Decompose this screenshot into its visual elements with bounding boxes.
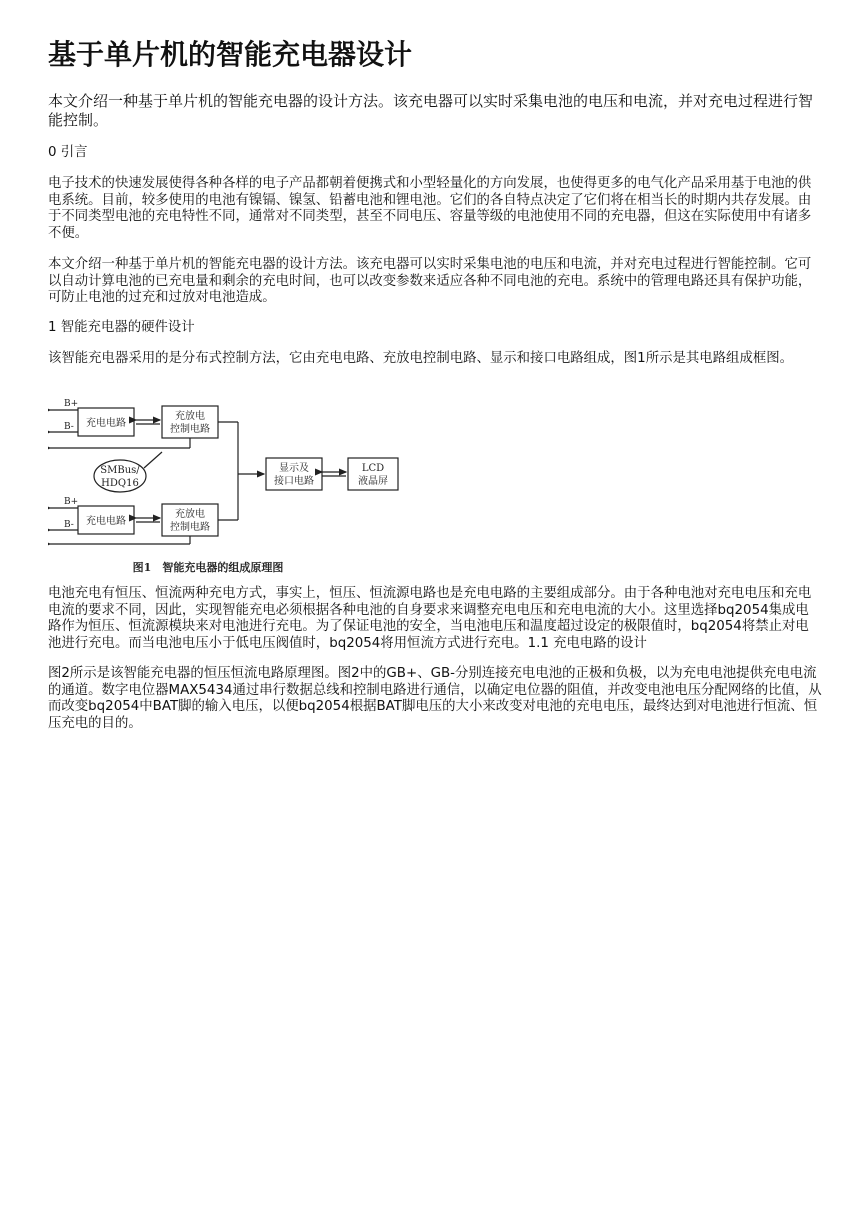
section-heading-intro: 0 引言 <box>48 145 88 160</box>
display-label-1: 显示及 <box>279 463 309 474</box>
display-label-2: 接口电路 <box>274 476 314 487</box>
control-label-bottom-2: 控制电路 <box>170 522 210 533</box>
paragraph: 电子技术的快速发展使得各种各样的电子产品都朝着便携式和小型轻量化的方向发展，也使得更多的电气化产品采用基于电池的供电系统。目前，较多使用的电池有镍镉、镍氢、铅蓄电池和锂电池。它们的各自特点决定了它们将在相当长的时期内共存发展。由于不同类型电池的充电特性不同，通常对不同类型，甚至不同电压、容量等级的电池使用不同的充电器，但这在实际使用中有诸多不便。 <box>48 176 812 241</box>
lcd-label-2: 液晶屏 <box>358 476 388 487</box>
section-heading-hardware: 1 智能充电器的硬件设计 <box>48 320 195 335</box>
paragraph: 该智能充电器采用的是分布式控制方法，它由充电电路、充放电控制电路、显示和接口电路组成，图1所示是其电路组成框图。 <box>48 351 793 366</box>
bus-label-2: HDQ16 <box>101 478 139 489</box>
lcd-label-1: LCD <box>361 463 385 474</box>
figure-1-block-diagram <box>48 396 408 578</box>
control-label-top-1: 充放电 <box>175 411 205 422</box>
bplus-label-bottom: B+ <box>64 497 79 507</box>
bus-label-1: SMBus/ <box>100 465 140 476</box>
charge-circuit-label-top: 充电电路 <box>86 418 126 429</box>
control-label-bottom-1: 充放电 <box>175 509 205 520</box>
paragraph: 电池充电有恒压、恒流两种充电方式，事实上，恒压、恒流源电路也是充电电路的主要组成部分。由于各种电池对充电电压和充电电流的要求不同，因此，实现智能充电必须根据各种电池的自身要求来调整充电电压和充电电流的大小。这里选择bq2054集成电路作为恒压、恒流源模块来对电池进行充电。为了保证电池的安全，当电池电压和温度超过设定的极限值时，bq2054将禁止对电池进行充电。而当电池电压小于低电压阀值时，bq2054将用恒流方式进行充电。1.1 充电电路的设计 <box>48 586 812 651</box>
charge-circuit-label-bottom: 充电电路 <box>86 516 126 527</box>
bplus-label-top: B+ <box>64 399 79 409</box>
lead-paragraph: 本文介绍一种基于单片机的智能充电器的设计方法。该充电器可以实时采集电池的电压和电流，并对充电过程进行智能控制。 <box>48 92 814 129</box>
figure-caption: 图1 智能充电器的组成原理图 <box>132 561 284 574</box>
paragraph: 本文介绍一种基于单片机的智能充电器的设计方法。该充电器可以实时采集电池的电压和电流，并对充电过程进行智能控制。它可以自动计算电池的已充电量和剩余的充电时间，也可以改变参数来适应各种不同电池的充电。系统中的管理电路还具有保护功能，可防止电池的过充和过放对电池造成。 <box>48 257 812 305</box>
bminus-label-top: B- <box>64 422 74 432</box>
paragraph: 图2所示是该智能充电器的恒压恒流电路原理图。图2中的GB+、GB-分别连接充电电池的正极和负极，以为充电电池提供充电电流的通道。数字电位器MAX5434通过串行数据总线和控制电路进行通信，以确定电位器的阻值，并改变电池电压分配网络的比值，从而改变bq2054中BAT脚的输入电压，以便bq2054根据BAT脚电压的大小来改变对电池的充电电压，最终达到对电池进行恒流、恒压充电的目的。 <box>48 666 822 731</box>
article-title: 基于单片机的智能充电器设计 <box>48 38 413 71</box>
control-label-top-2: 控制电路 <box>170 424 210 435</box>
bminus-label-bottom: B- <box>64 520 74 530</box>
